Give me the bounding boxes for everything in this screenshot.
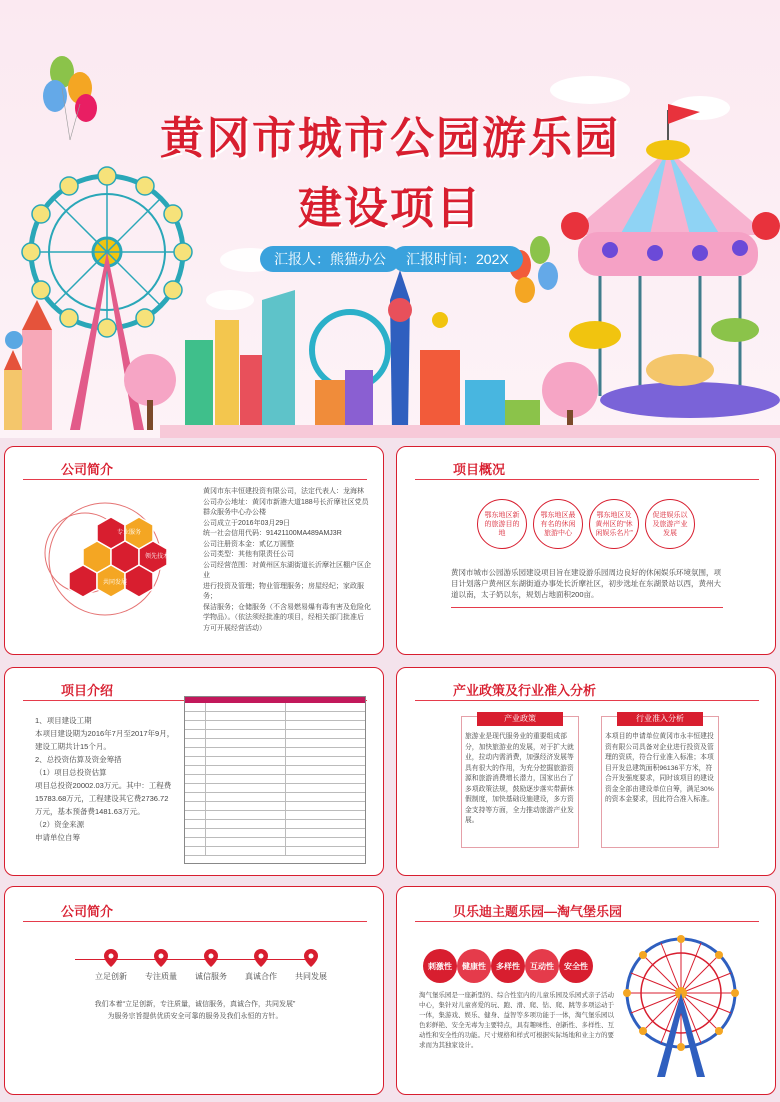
detail-line: 公司类型：其他有限责任公司 [203,551,294,558]
reporter-badge: 汇报人：熊猫办公 [260,246,400,272]
slide-title: 项目概况 [453,462,506,477]
values-footer-line2: 为服务宗旨提供优质安全可靠的服务及我们永恒的方针。 [107,1013,283,1020]
title-divider [415,479,759,480]
value-item [133,949,189,982]
intro-line: 项目总投资20002.03万元。其中：工程费 [35,781,172,790]
detail-line: 群众服务中心办公楼 [203,509,266,516]
ferris-wheel-illustration [617,927,747,1087]
value-label: 共同发展 [295,972,327,981]
honeycomb-label-2: 领先技术 [145,554,170,560]
theme-park-paragraph: 淘气堡乐园是一座新型的、综合性室内的儿童乐园及乐园式亲子活动中心，集针对儿童喜爱的玩、跑、滑、爬、钻、爬、跳等多项运动于一体，集游戏、娱乐、健身、益智等多项功能于一体，淘气堡乐园以色彩鲜艳、安全无毒为主要特点，具有趣味性、创新性、多样性、互动性和安全性的功能。尺寸规格和样式可根据实际场地和业主方的要求而为其独家设计。 [419,992,614,1049]
cover-slide [0,0,780,438]
cover-title-line2: 建设项目 [298,184,482,233]
intro-line: 万元，基本预备费1481.63万元。 [35,807,145,816]
slide-company-values [4,886,384,1095]
company-details [203,487,375,634]
slide-policy-analysis [396,667,776,876]
location-pin-icon [204,949,218,967]
slide-title: 公司简介 [61,904,114,919]
value-label: 立足创新 [95,972,127,981]
detail-line: 公司经营范围：对黄州区东湖街道长沂摩社区棚户区企业 [203,561,371,579]
report-time-badge: 汇报时间：202X [392,246,523,272]
policy-box-title: 产业政策 [477,712,563,726]
title-divider [415,700,759,701]
feature-tag: 互动性 [525,949,559,983]
location-pin-icon [104,949,118,967]
value-item [183,949,239,982]
detail-line: 方可开展经营活动） [203,624,266,632]
honeycomb-label-1: 专业服务 [117,530,142,536]
investment-table [184,696,366,864]
location-pin-icon [304,949,318,967]
value-item [233,949,289,982]
goal-circle: 鄂东地区及黄州区的“休闲娱乐名片” [589,499,639,549]
detail-line: 公司成立于2016年03月29日 [203,519,291,527]
detail-line: 学物品）。（依法须经批准的项目，经相关部门批准后 [203,614,364,621]
slide-company-intro [4,446,384,655]
intro-line: 申请单位自筹 [35,833,80,842]
feature-tag: 安全性 [559,949,593,983]
value-item [283,949,339,982]
overview-paragraph: 黄冈市城市公园游乐园建设项目旨在建设游乐园周边良好的休闲娱乐环境氛围，项目计划落户黄州区东湖街道办事处长沂摩社区，初步选址在东湖景站以西，黄州大道以南，太子奶以东，规划占地面积200亩。 [451,568,721,599]
cover-title-line1: 黄冈市城市公园游乐园 [160,114,620,163]
title-divider [23,921,367,922]
values-footer-line1: 我们本着“立足创新，专注质量，诚信服务，真诚合作，共同发展” [94,1001,296,1008]
detail-line: 公司办公地址：黄冈市新港大道188号长沂摩社区党员 [203,498,369,506]
goal-circle: 鄂东地区新的旅游目的地 [477,499,527,549]
slide-title: 产业政策及行业准入分析 [453,683,597,698]
slide-title: 贝乐迪主题乐园—淘气堡乐园 [453,904,623,919]
detail-line: 黄冈市东丰恒建投资有限公司，法定代表人：龙海林 [203,488,364,495]
goal-circle: 鄂东地区最有名的休闲旅游中心 [533,499,583,549]
intro-line: 15783.68万元，工程建设其它费2736.72 [35,794,169,803]
feature-tag: 健康性 [457,949,491,983]
slide-project-overview [396,446,776,655]
value-label: 诚信服务 [195,972,227,981]
access-box-title: 行业准入分析 [617,712,703,726]
intro-line: 本项目建设期为2016年7月至2017年9月， [35,729,175,738]
detail-line: 进行投资及管理；物业管理服务；房屋经纪；家政服务； [203,582,364,600]
honeycomb-graphic [27,497,197,617]
value-label: 专注质量 [145,972,177,981]
detail-line: 公司注册资本金：贰亿万圆整 [203,540,294,548]
slide-title: 公司简介 [61,462,114,477]
title-divider [415,921,759,922]
project-intro-text [35,714,195,844]
detail-line: 保洁服务；仓储服务（不含易燃易爆有毒有害及危险化 [203,603,371,611]
access-box-text: 本项目的申请单位黄冈市永丰恒建投资有限公司具备对企业进行投资及管理的资质，符合行业准入标准；本项目开发总建筑面积96136平方米，符合开发强度要求，同时该项目的建设资金全部由建设单位自筹，满足30%的资本金要求，因此符合准入标准。 [605,733,714,803]
intro-line: 建设工期共计15个月。 [35,742,111,751]
title-divider [23,479,367,480]
intro-line: 1、项目建设工期 [35,716,92,725]
intro-line: 2、总投资估算及资金筹措 [35,755,122,764]
policy-box-text: 旅游业是现代服务业的重要组成部分，加快旅游业的发展，对于扩大就业，拉动内需消费，加强经济发展等具有很大的作用，为充分挖掘旅游资源和旅游消费增长潜力，国家出台了多项政策法规，鼓励逐步落实带薪休假制度，加快基础设施建设，多方资金支持等方面，全力推动旅游产业发展。 [465,733,574,824]
value-label: 真诚合作 [245,972,277,981]
value-item [83,949,139,982]
location-pin-icon [154,949,168,967]
feature-tag: 刺激性 [423,949,457,983]
slide-theme-park [396,886,776,1095]
feature-tag: 多样性 [491,949,525,983]
slide-title: 项目介绍 [61,683,114,698]
honeycomb-label-3: 共同发展 [103,580,128,586]
footer-divider [451,607,723,608]
location-pin-icon [254,949,268,967]
intro-line: （1）项目总投资估算 [35,768,107,777]
detail-line: 统一社会信用代码：91421100MA489AMJ3R [203,530,342,537]
goal-circle: 促进娱乐以及旅游产业发展 [645,499,695,549]
intro-line: （2）资金来源 [35,820,85,829]
